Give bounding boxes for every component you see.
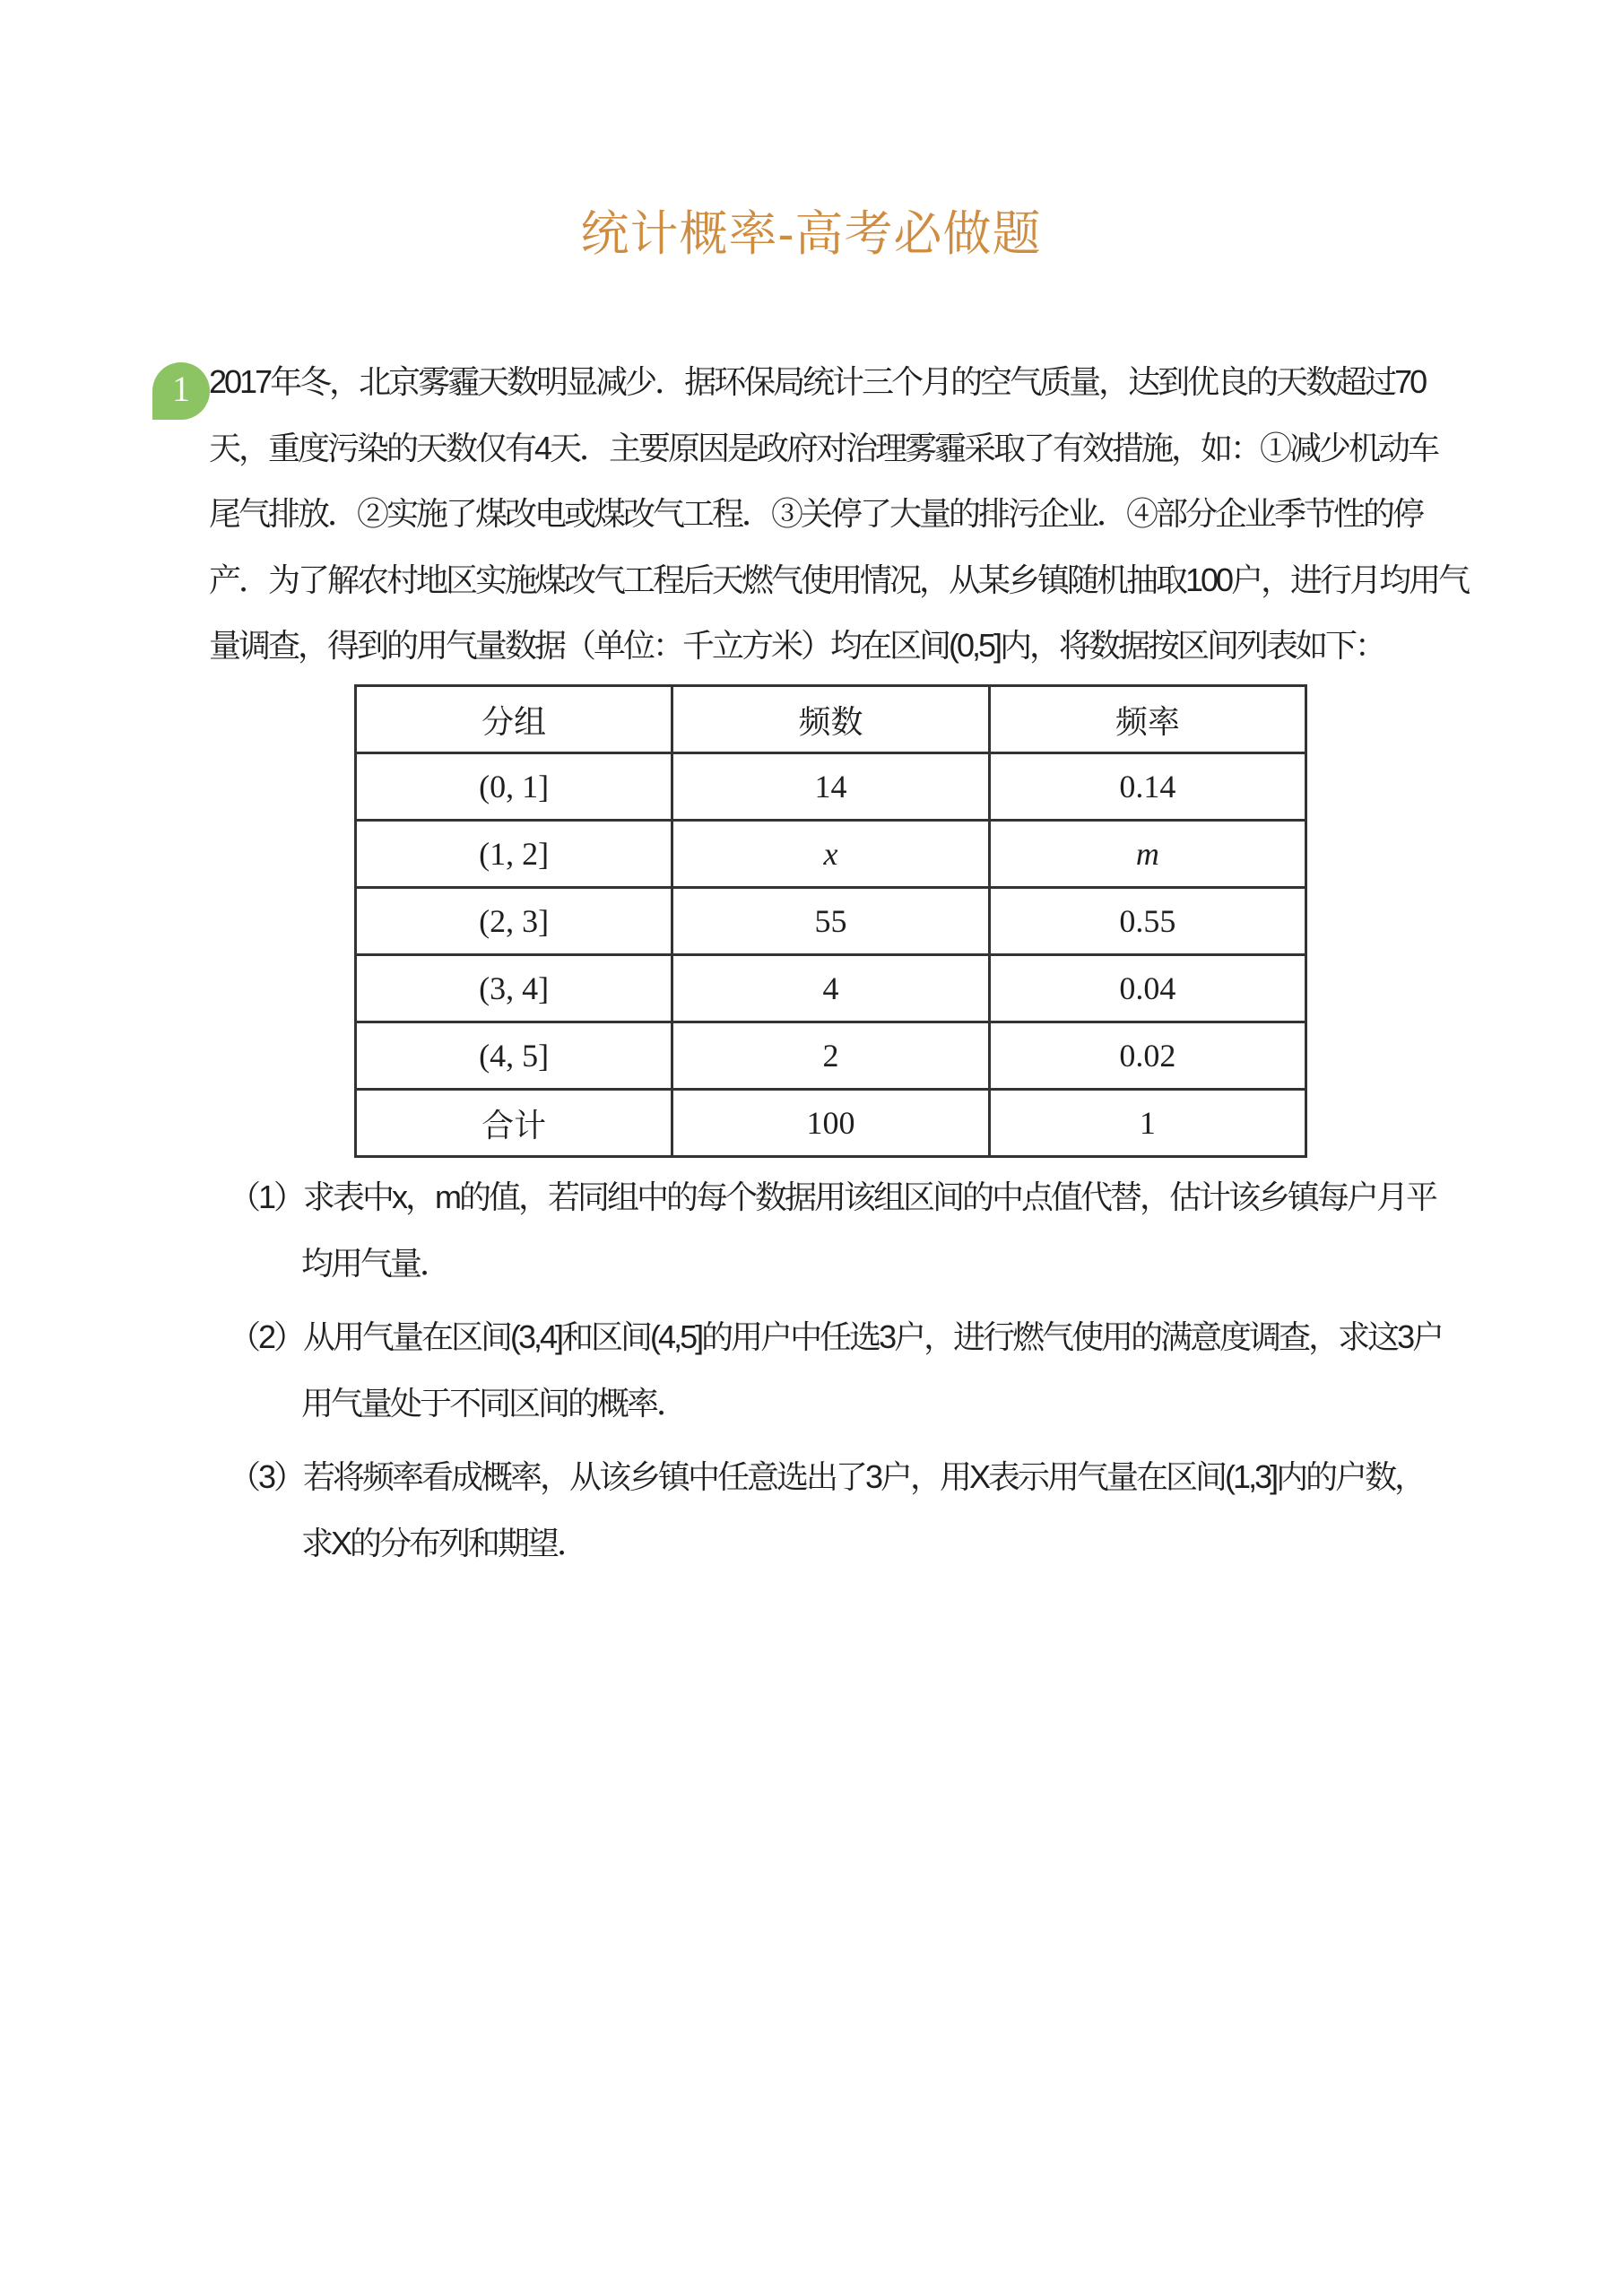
cell-rate: 0.04 (989, 955, 1305, 1022)
cell-rate: 0.02 (989, 1022, 1305, 1090)
cell-count: 14 (672, 753, 989, 821)
statement-line: 天，重度污染的天数仅有4天．主要原因是政府对治理雾霾采取了有效措施，如：①减少机动车 (209, 429, 1438, 466)
cell-group: (2, 3] (356, 888, 672, 955)
table-row (356, 1022, 1306, 1090)
question-line: 用气量处于不同区间的概率． (301, 1384, 687, 1422)
question-3 (0, 1444, 1622, 1576)
cell-count: 2 (672, 1022, 989, 1090)
question-line: 求X的分布列和期望． (301, 1524, 587, 1561)
cell-group: (0, 1] (356, 753, 672, 821)
cell-group: (3, 4] (356, 955, 672, 1022)
problem-statement (209, 349, 1469, 679)
cell-total-rate: 1 (989, 1090, 1305, 1157)
cell-rate-variable-m: m (989, 821, 1305, 888)
question-line: （3）若将频率看成概率，从该乡镇中任意选出了3户，用X表示用气量在区间(1,3]内的户数， (229, 1458, 1425, 1495)
header-group: 分组 (356, 686, 672, 753)
table-row (356, 753, 1306, 821)
cell-count: 55 (672, 888, 989, 955)
statement-line: 产．为了解农村地区实施煤改气工程后天燃气使用情况，从某乡镇随机抽取100户，进行月均用气 (209, 561, 1469, 598)
table-header-row (356, 686, 1306, 753)
statement-line: 量调查，得到的用气量数据（单位：千立方米）均在区间(0,5]内，将数据按区间列表如下： (209, 627, 1385, 664)
statement-line: 2017年冬，北京雾霾天数明显减少．据环保局统计三个月的空气质量，达到优良的天数超过70 (209, 363, 1426, 400)
question-list (0, 1164, 1622, 1584)
cell-total-label: 合计 (356, 1090, 672, 1157)
table-row (356, 955, 1306, 1022)
statement-line: 尾气排放．②实施了煤改电或煤改气工程．③关停了大量的排污企业．④部分企业季节性的停 (209, 495, 1423, 532)
header-frequency-count: 频数 (672, 686, 989, 753)
table-total-row (356, 1090, 1306, 1157)
cell-rate: 0.55 (989, 888, 1305, 955)
question-line: （1）求表中x，m的值，若同组中的每个数据用该组区间的中点值代替，估计该乡镇每户月平 (229, 1178, 1436, 1215)
question-2 (0, 1304, 1622, 1436)
cell-group: (4, 5] (356, 1022, 672, 1090)
table-row (356, 821, 1306, 888)
cell-group: (1, 2] (356, 821, 672, 888)
cell-count: 4 (672, 955, 989, 1022)
cell-count-variable-x: x (672, 821, 989, 888)
cell-rate: 0.14 (989, 753, 1305, 821)
page-title: 统计概率-高考必做题 (580, 207, 1042, 261)
table-row (356, 888, 1306, 955)
frequency-table (354, 684, 1307, 1158)
header-frequency-rate: 频率 (989, 686, 1305, 753)
question-line: 均用气量． (301, 1244, 450, 1282)
problem-number-badge (152, 362, 210, 420)
question-1 (0, 1164, 1622, 1296)
question-line: （2）从用气量在区间(3,4]和区间(4,5]的用户中任选3户，进行燃气使用的满意度调查，求这3户 (229, 1318, 1443, 1355)
problem-number: 1 (172, 369, 190, 409)
cell-total-count: 100 (672, 1090, 989, 1157)
